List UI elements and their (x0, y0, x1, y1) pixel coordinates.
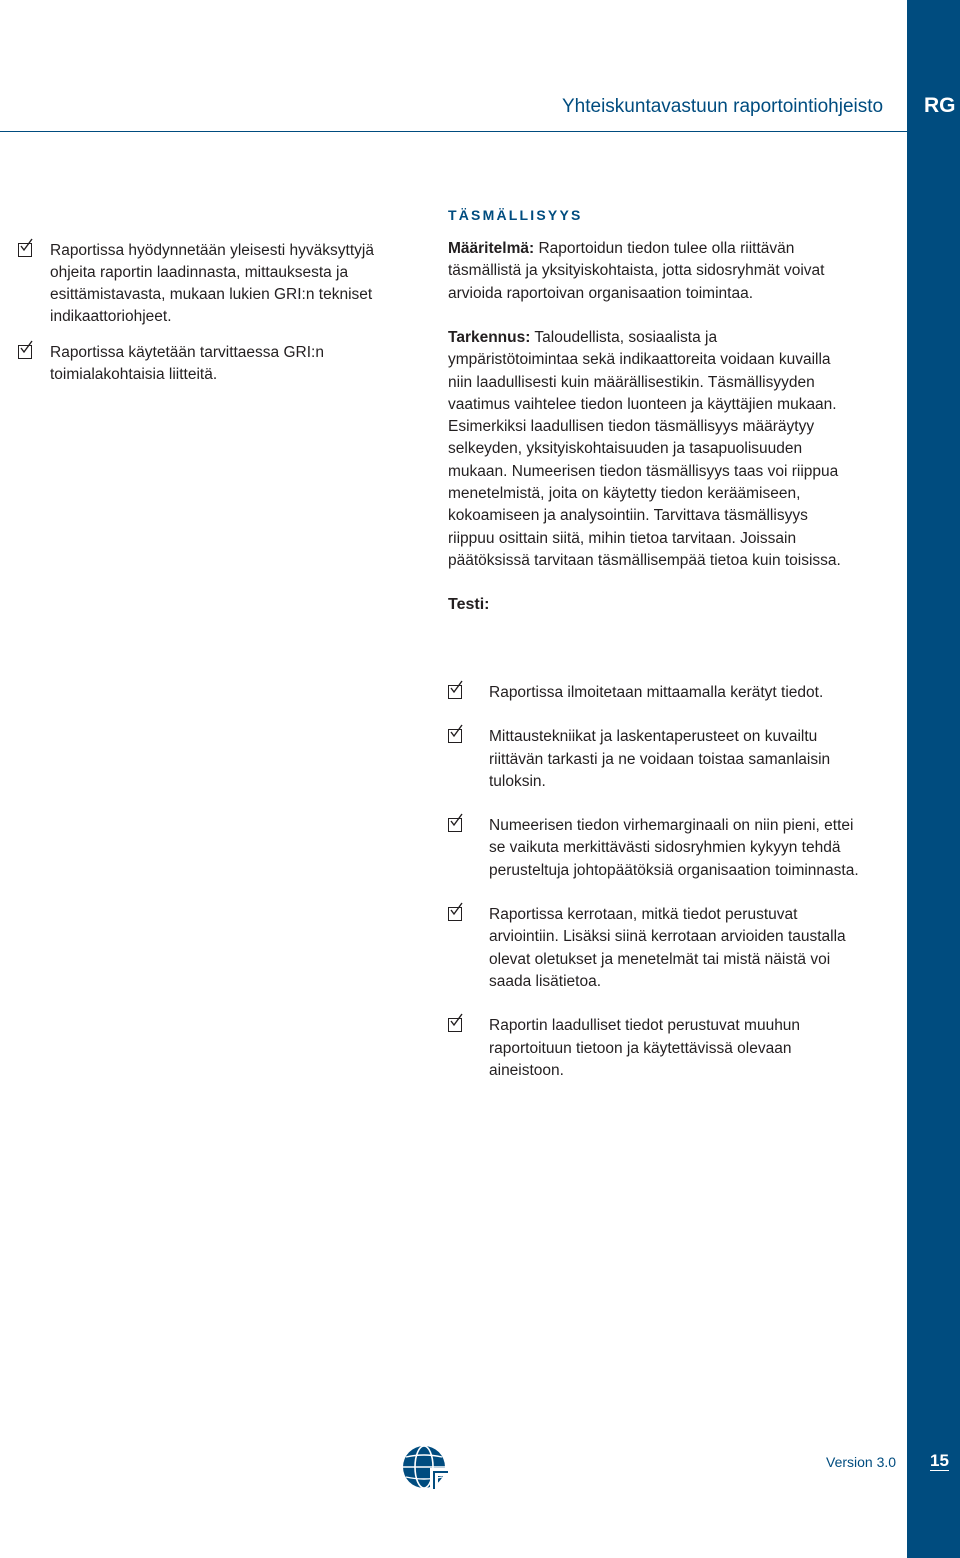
checkbox-icon (448, 907, 462, 921)
elaboration-text: Taloudellista, sosiaalista ja ympäristötoimintaa sekä indikaattoreita voidaan kuvailla niin laadullisesti kuin määrällisestikin. Täsmällisyyden vaatimus vaihtelee tiedon luonteen ja käyttäjien mukaan. Esimerkiksi laadullisen tiedon täsmällisyys määräytyy selkeyden, yksityiskohtaisuuden ja tasapuolisuuden mukaan. Numeerisen tiedon täsmällisyys taas voi riippua menetelmistä, joita on käytetty tiedon keräämiseen, kokoamiseen ja analysointiin. Tarvittava täsmällisyys riippuu osittain siitä, mihin tietoa tarvitaan. Joissain päätöksissä tarvitaan täsmällisempää tietoa kuin toisissa. (448, 329, 841, 569)
checkbox-icon (448, 818, 462, 832)
test-item-text: Mittaustekniikat ja laskentaperusteet on kuvailtu riittävän tarkasti ja ne voidaan toistaa samanlaisin tuloksin. (489, 728, 831, 790)
test-item (448, 726, 868, 793)
test-item (448, 904, 868, 993)
elaboration-paragraph (448, 327, 848, 572)
test-item-text: Numeerisen tiedon virhemarginaali on niin pieni, ettei se vaikuta merkittävästi sidosryhmien kykyyn tehdä perusteltuja johtopäätöksiä organisaation toiminnasta. (489, 817, 859, 879)
test-item-text: Raportissa kerrotaan, mitkä tiedot perustuvat arviointiin. Lisäksi siinä kerrotaan arvioiden taustalla olevat oletukset ja menetelmät tai mistä näistä voi saada lisätietoa. (489, 906, 846, 990)
header-divider (0, 131, 920, 132)
test-item (448, 1015, 868, 1082)
checkbox-icon (18, 345, 32, 359)
test-item (448, 815, 868, 882)
checkbox-icon (448, 1018, 462, 1032)
test-checklist (448, 682, 868, 1082)
definition-lead: Määritelmä: (448, 240, 535, 257)
checklist-item (18, 342, 388, 386)
side-band (907, 0, 960, 1558)
test-item-text: Raportissa ilmoitetaan mittaamalla kerätyt tiedot. (489, 684, 824, 701)
checkbox-icon (18, 243, 32, 257)
gri-globe-logo-icon (400, 1441, 452, 1493)
definition-text: Raportoidun tiedon tulee olla riittävän täsmällistä ja yksityiskohtaista, jotta sidosryhmät voivat arvioida raportoivan organisaation toimintaa. (448, 240, 825, 302)
checkbox-icon (448, 685, 462, 699)
footer-version: Version 3.0 (826, 1454, 897, 1470)
left-checklist (18, 240, 388, 386)
page-header-title: Yhteiskuntavastuun raportointiohjeisto (562, 96, 884, 117)
checklist-item (18, 240, 388, 328)
test-item (448, 682, 868, 704)
checkbox-icon (448, 729, 462, 743)
section-heading: TÄSMÄLLISYYS (448, 207, 583, 223)
definition-paragraph (448, 238, 848, 305)
page-number: 15 (930, 1451, 949, 1470)
section-tag: RG (924, 94, 956, 117)
checklist-item-text: Raportissa käytetään tarvittaessa GRI:n toimialakohtaisia liitteitä. (50, 344, 324, 383)
test-item-text: Raportin laadulliset tiedot perustuvat muuhun raportoituun tietoon ja käytettävissä olevaan aineistoon. (489, 1017, 801, 1079)
tests-heading: Testi: (448, 596, 490, 613)
elaboration-lead: Tarkennus: (448, 329, 531, 346)
checklist-item-text: Raportissa hyödynnetään yleisesti hyväksyttyjä ohjeita raportin laadinnasta, mittauksesta ja esittämistavasta, mukaan lukien GRI:n tekniset indikaattoriohjeet. (50, 242, 374, 325)
